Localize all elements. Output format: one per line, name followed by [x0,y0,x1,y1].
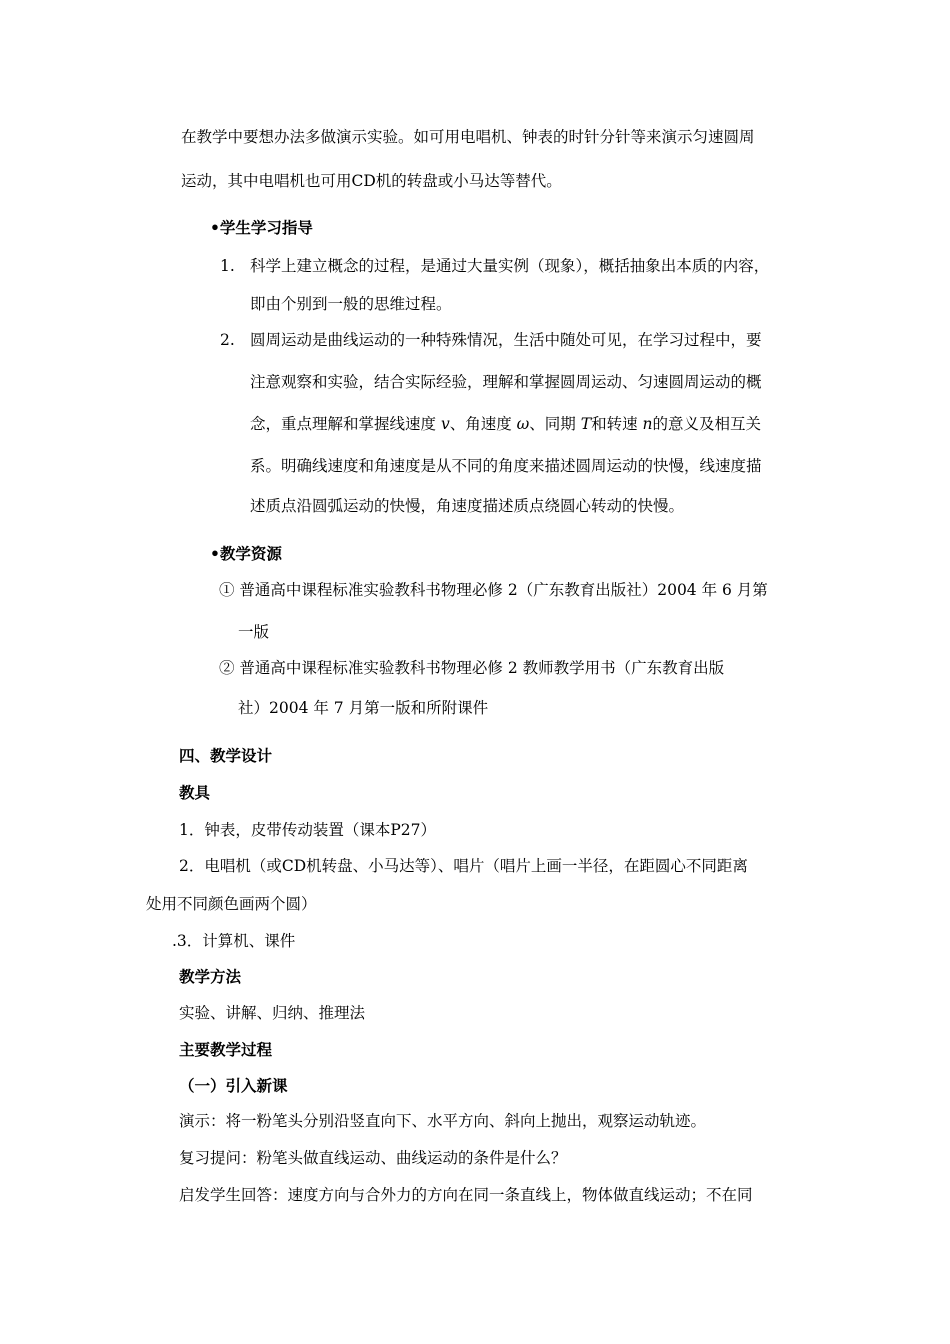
process-heading: 主要教学过程 [179,1040,273,1059]
tool-1: 1．钟表，皮带传动装置（课本P27） [179,821,437,839]
methods-text: 实验、讲解、归纳、推理法 [179,1004,366,1022]
guide-item-2-line-5: 述质点沿圆弧运动的快慢，角速度描述质点绕圆心转动的快慢。 [250,497,685,515]
guide-item-2-number: 2. [220,331,235,349]
line3-text-e: 的意义及相互关 [652,415,761,433]
tool-2-line-2: 处用不同颜色画两个圆） [146,895,317,913]
resources-heading: •教学资源 [210,544,282,563]
tool-2-line-1: 2．电唱机（或CD机转盘、小马达等）、唱片（唱片上画一半径，在距圆心不同距离 [179,857,748,875]
answer-text: 启发学生回答：速度方向与合外力的方向在同一条直线上，物体做直线运动；不在同 [179,1186,753,1204]
line3-text-a: 念，重点理解和掌握线速度 [250,415,441,433]
resource-2-line-1: ② 普通高中课程标准实验教科书物理必修 2 教师教学用书（广东教育出版 [219,659,725,677]
resource-1-line-1: ① 普通高中课程标准实验教科书物理必修 2（广东教育出版社）2004 年 6 月第 [219,581,768,599]
guide-item-1-line-1: 科学上建立概念的过程，是通过大量实例（现象），概括抽象出本质的内容， [250,257,770,275]
var-v: v [440,415,450,433]
line3-text-b: 、角速度 [449,415,517,433]
section-4-heading: 四、教学设计 [179,746,273,765]
guide-item-2-line-3 [250,414,761,434]
intro-line-1: 在教学中要想办法多做演示实验。如可用电唱机、钟表的时针分针等来演示匀速圆周 [181,128,755,146]
intro-line-2: 运动，其中电唱机也可用CD机的转盘或小马达等替代。 [181,172,562,190]
resource-2-line-2: 社）2004 年 7 月第一版和所附课件 [238,699,489,717]
guide-item-1-number: 1. [220,257,235,275]
tool-3: .3．计算机、课件 [172,932,296,950]
methods-heading: 教学方法 [179,967,242,986]
demo-text: 演示：将一粉笔头分别沿竖直向下、水平方向、斜向上抛出，观察运动轨迹。 [179,1112,707,1130]
line3-text-c: 、同期 [529,415,581,433]
guide-item-2-line-2: 注意观察和实验，结合实际经验，理解和掌握圆周运动、匀速圆周运动的概 [250,373,762,391]
guide-item-1-line-2: 即由个别到一般的思维过程。 [250,295,452,313]
student-guide-heading: •学生学习指导 [210,218,313,237]
review-question: 复习提问：粉笔头做直线运动、曲线运动的条件是什么？ [179,1149,567,1167]
var-T: T [580,415,592,433]
resource-1-line-2: 一版 [238,623,270,641]
tools-heading: 教具 [179,783,211,802]
guide-item-2-line-4: 系。明确线速度和角速度是从不同的角度来描述圆周运动的快慢，线速度描 [250,457,762,475]
line3-text-d: 和转速 [591,415,643,433]
var-omega: ω [516,415,530,433]
section-1-heading: （一）引入新课 [179,1076,288,1095]
var-n: n [642,415,653,433]
guide-item-2-line-1: 圆周运动是曲线运动的一种特殊情况，生活中随处可见，在学习过程中，要 [250,331,762,349]
